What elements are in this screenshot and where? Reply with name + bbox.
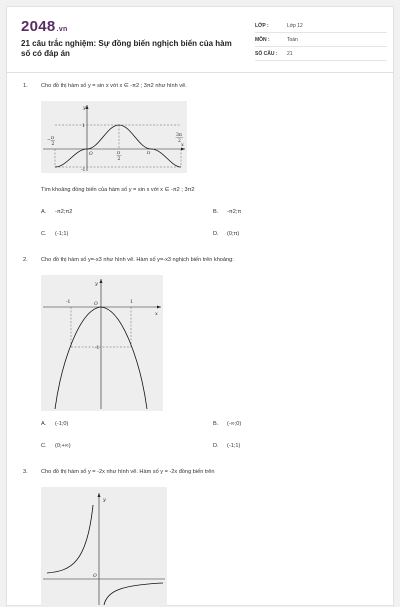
option-letter: C. bbox=[41, 443, 47, 449]
option-letter: D. bbox=[213, 443, 219, 449]
option-letter: D. bbox=[213, 231, 219, 237]
meta-value: Toán bbox=[287, 37, 298, 43]
pi2-den: 2 bbox=[117, 157, 121, 162]
cubic-graph bbox=[41, 275, 163, 411]
question-number: 2. bbox=[23, 257, 28, 263]
question-1-sub: Tìm khoảng đồng biến của hàm số y = sin x với x ∈ -π2 ; 3π2 bbox=[41, 187, 195, 193]
meta-label: SỐ CÂU : bbox=[255, 51, 278, 57]
option-c[interactable] bbox=[41, 231, 68, 237]
option-value: -π2;π bbox=[227, 209, 242, 215]
meta-row-class bbox=[255, 19, 387, 33]
option-letter: C. bbox=[41, 231, 47, 237]
option-letter: A. bbox=[41, 421, 47, 427]
origin-label: O bbox=[89, 152, 93, 157]
pi-label: π bbox=[147, 151, 150, 156]
one-x-label: 1 bbox=[130, 300, 133, 305]
question-text: Cho đồ thị hàm số y = sin x với x ∈ -π2 ; 3π2 như hình vẽ. bbox=[41, 83, 187, 89]
x-label: x bbox=[155, 311, 158, 317]
neg-pi2-den: 2 bbox=[51, 142, 55, 147]
hyperbola-graph-svg bbox=[41, 487, 167, 607]
meta-row-count bbox=[255, 47, 387, 61]
y-label: y bbox=[83, 105, 86, 111]
option-c[interactable] bbox=[41, 443, 71, 449]
meta-row-subject bbox=[255, 33, 387, 47]
question-number: 3. bbox=[23, 469, 28, 475]
option-value: (-∞;0) bbox=[227, 421, 242, 427]
option-value: (0;π) bbox=[227, 231, 240, 237]
y-arrow bbox=[100, 279, 103, 283]
hyperbola-left-branch bbox=[47, 505, 93, 573]
neg-pi2-num: π bbox=[51, 136, 54, 141]
option-value: (-1;1) bbox=[227, 443, 241, 449]
neg-one-label: -1 bbox=[81, 168, 86, 173]
option-letter: B. bbox=[213, 209, 219, 215]
neg-one-x-label: -1 bbox=[66, 300, 71, 305]
sine-graph bbox=[41, 101, 187, 173]
document-header bbox=[7, 7, 393, 73]
document-page bbox=[6, 6, 394, 606]
neg-pi2-minus: − bbox=[47, 138, 51, 143]
option-value: -π2;π2 bbox=[55, 209, 73, 215]
option-b[interactable] bbox=[213, 209, 241, 215]
option-letter: B. bbox=[213, 421, 219, 427]
cubic-graph-svg bbox=[41, 275, 163, 411]
option-d[interactable] bbox=[213, 231, 239, 237]
logo-text: 2048 bbox=[21, 18, 56, 35]
y-label: y bbox=[103, 497, 106, 503]
option-a[interactable] bbox=[41, 209, 72, 215]
meta-value: Lớp 12 bbox=[287, 23, 303, 29]
meta-label: LỚP : bbox=[255, 23, 269, 29]
option-value: (-1;0) bbox=[55, 421, 69, 427]
site-logo[interactable] bbox=[21, 18, 68, 35]
hyperbola-graph bbox=[41, 487, 167, 607]
logo-suffix: .vn bbox=[56, 26, 68, 33]
option-b[interactable] bbox=[213, 421, 241, 427]
question-text: Cho đồ thị hàm số y = -2x như hình vẽ. Hàm số y = -2x đồng biến trên bbox=[41, 469, 215, 475]
x-label: x bbox=[181, 142, 184, 148]
origin-label: O bbox=[93, 574, 97, 579]
neg-one-y-label: -1 bbox=[95, 346, 100, 351]
three-pi2-num: 3π bbox=[176, 133, 182, 138]
pi2-num: π bbox=[117, 151, 120, 156]
origin-label: O bbox=[94, 302, 98, 307]
option-d[interactable] bbox=[213, 443, 240, 449]
x-arrow bbox=[157, 306, 161, 309]
y-arrow bbox=[98, 493, 101, 497]
meta-panel bbox=[255, 19, 387, 61]
meta-label: MÔN : bbox=[255, 37, 270, 43]
sine-graph-svg bbox=[41, 101, 187, 173]
meta-value: 21 bbox=[287, 51, 293, 57]
option-value: (-1;1) bbox=[55, 231, 69, 237]
option-a[interactable] bbox=[41, 421, 68, 427]
hyperbola-right-branch bbox=[104, 583, 163, 605]
option-value: (0;+∞) bbox=[55, 443, 71, 449]
y-label: y bbox=[95, 281, 98, 287]
question-text: Cho đồ thị hàm số y=-x3 như hình vẽ. Hàm số y=-x3 nghịch biến trên khoảng: bbox=[41, 257, 234, 263]
one-label: 1 bbox=[82, 124, 85, 129]
document-title: 21 câu trắc nghiệm: Sự đồng biến nghịch biến của hàm số có đáp án bbox=[21, 39, 232, 58]
option-letter: A. bbox=[41, 209, 47, 215]
three-pi2-den: 2 bbox=[178, 139, 181, 144]
y-arrow bbox=[86, 105, 89, 109]
question-number: 1. bbox=[23, 83, 28, 89]
